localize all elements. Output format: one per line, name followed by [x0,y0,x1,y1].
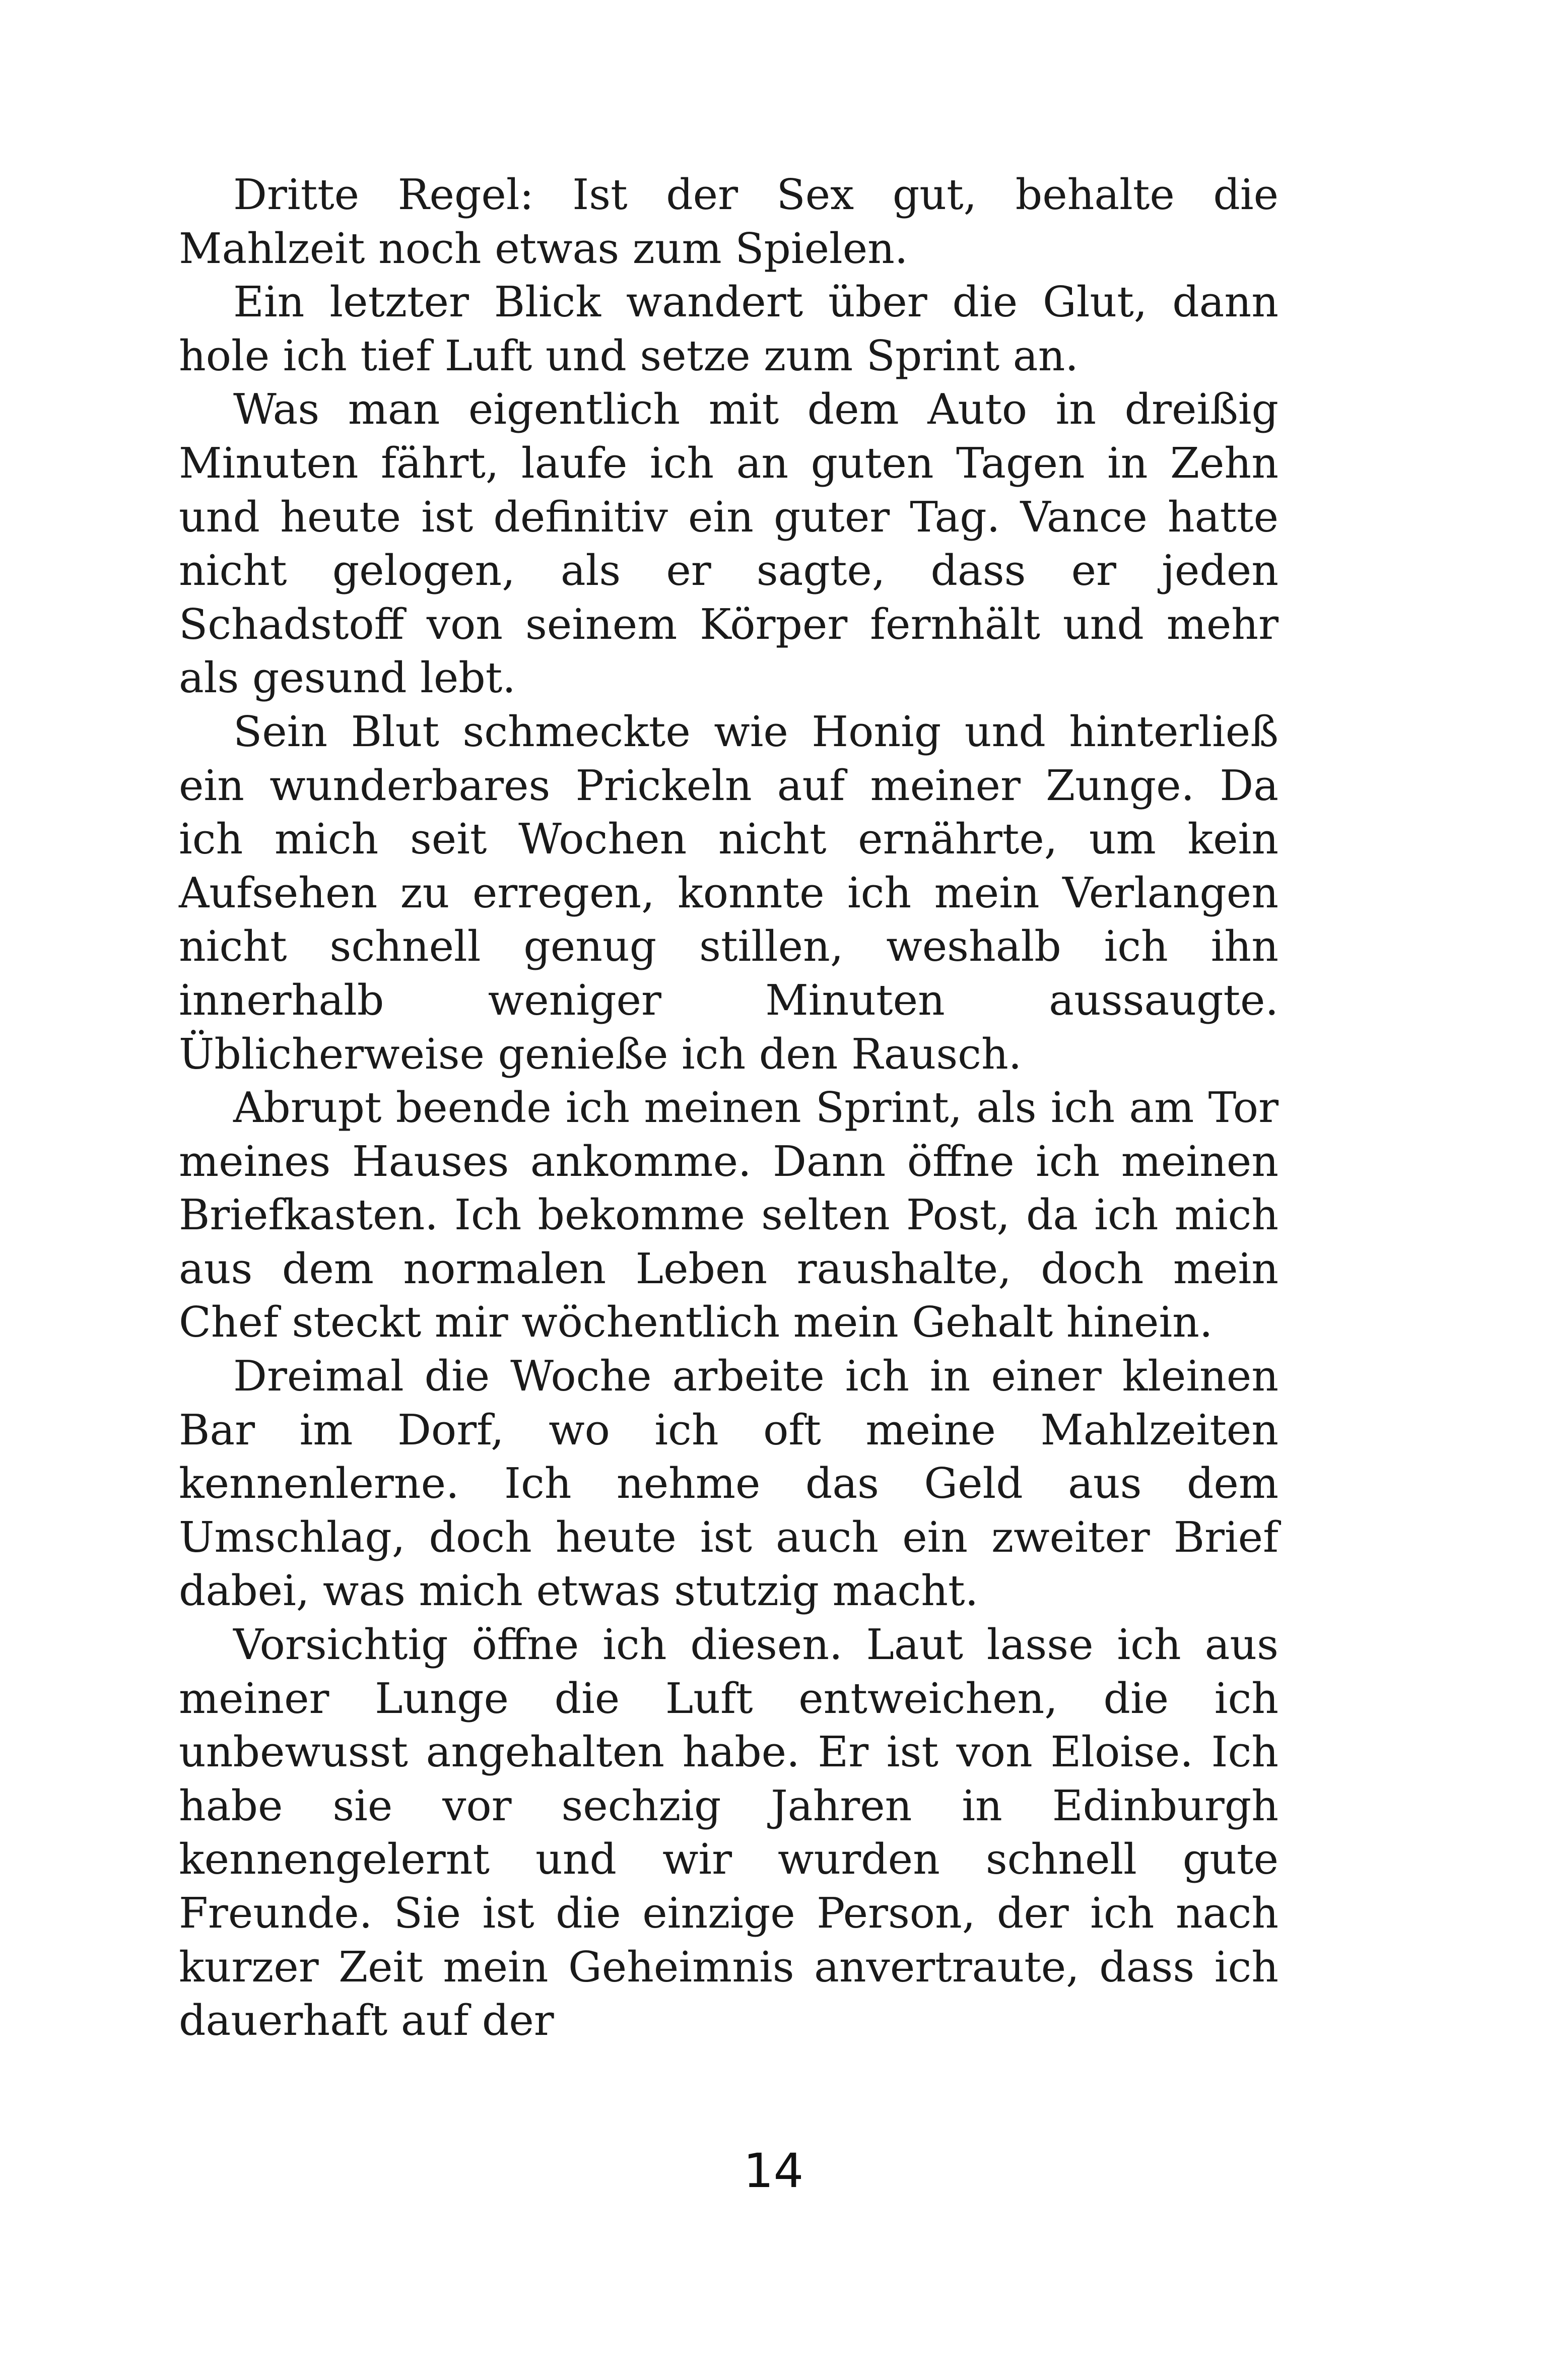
paragraph-5: Abrupt beende ich meinen Sprint, als ich am Tor meines Hauses ankomme. Dann öffne ich meinen Briefkasten. Ich bekomme selten Post, da ich mich aus dem normalen Leben raushalte, doch mein Chef steckt mir wöchentlich mein Gehalt hinein. [179,1083,1279,1347]
paragraph-2: Ein letzter Blick wandert über die Glut, dann hole ich tief Luft und setze zum Sprint an. [179,277,1279,380]
paragraph-7: Vorsichtig öffne ich diesen. Laut lasse ich aus meiner Lunge die Luft entweichen, die ich unbewusst angehalten habe. Er ist von Eloise. Ich habe sie vor sechzig Jahren in Edinburgh kennengelernt und wir wurden schnell gute Freunde. Sie ist die einzige Person, der ich nach kurzer Zeit mein Geheimnis anvertraute, dass ich dauerhaft auf der [179,1620,1279,2045]
paragraph-6: Dreimal die Woche arbeite ich in einer kleinen Bar im Dorf, wo ich oft meine Mahlzeiten kennenlerne. Ich nehme das Geld aus dem Umschlag, doch heute ist auch ein zweiter Brief dabei, was mich etwas stutzig macht. [179,1351,1279,1616]
paragraph-1: Dritte Regel: Ist der Sex gut, behalte die Mahlzeit noch etwas zum Spielen. [179,170,1279,273]
page-number: 14 [743,2144,804,2199]
paragraph-4: Sein Blut schmeckte wie Honig und hinterließ ein wunderbares Prickeln auf meiner Zunge. Da ich mich seit Wochen nicht ernährte, um kein Aufsehen zu erregen, konnte ich mein Verlangen nicht schnell genug stillen, weshalb ich ihn innerhalb weniger Minuten aussaugte. Üblicherweise genieße ich den Rausch. [179,706,1279,1079]
body-text [179,168,1279,2047]
paragraph-3: Was man eigentlich mit dem Auto in dreißig Minuten fährt, laufe ich an guten Tagen in Zehn und heute ist definitiv ein guter Tag. Vance hatte nicht gelogen, als er sagte, dass er jeden Schadstoff von seinem Körper fernhält und mehr als gesund lebt. [179,384,1279,703]
